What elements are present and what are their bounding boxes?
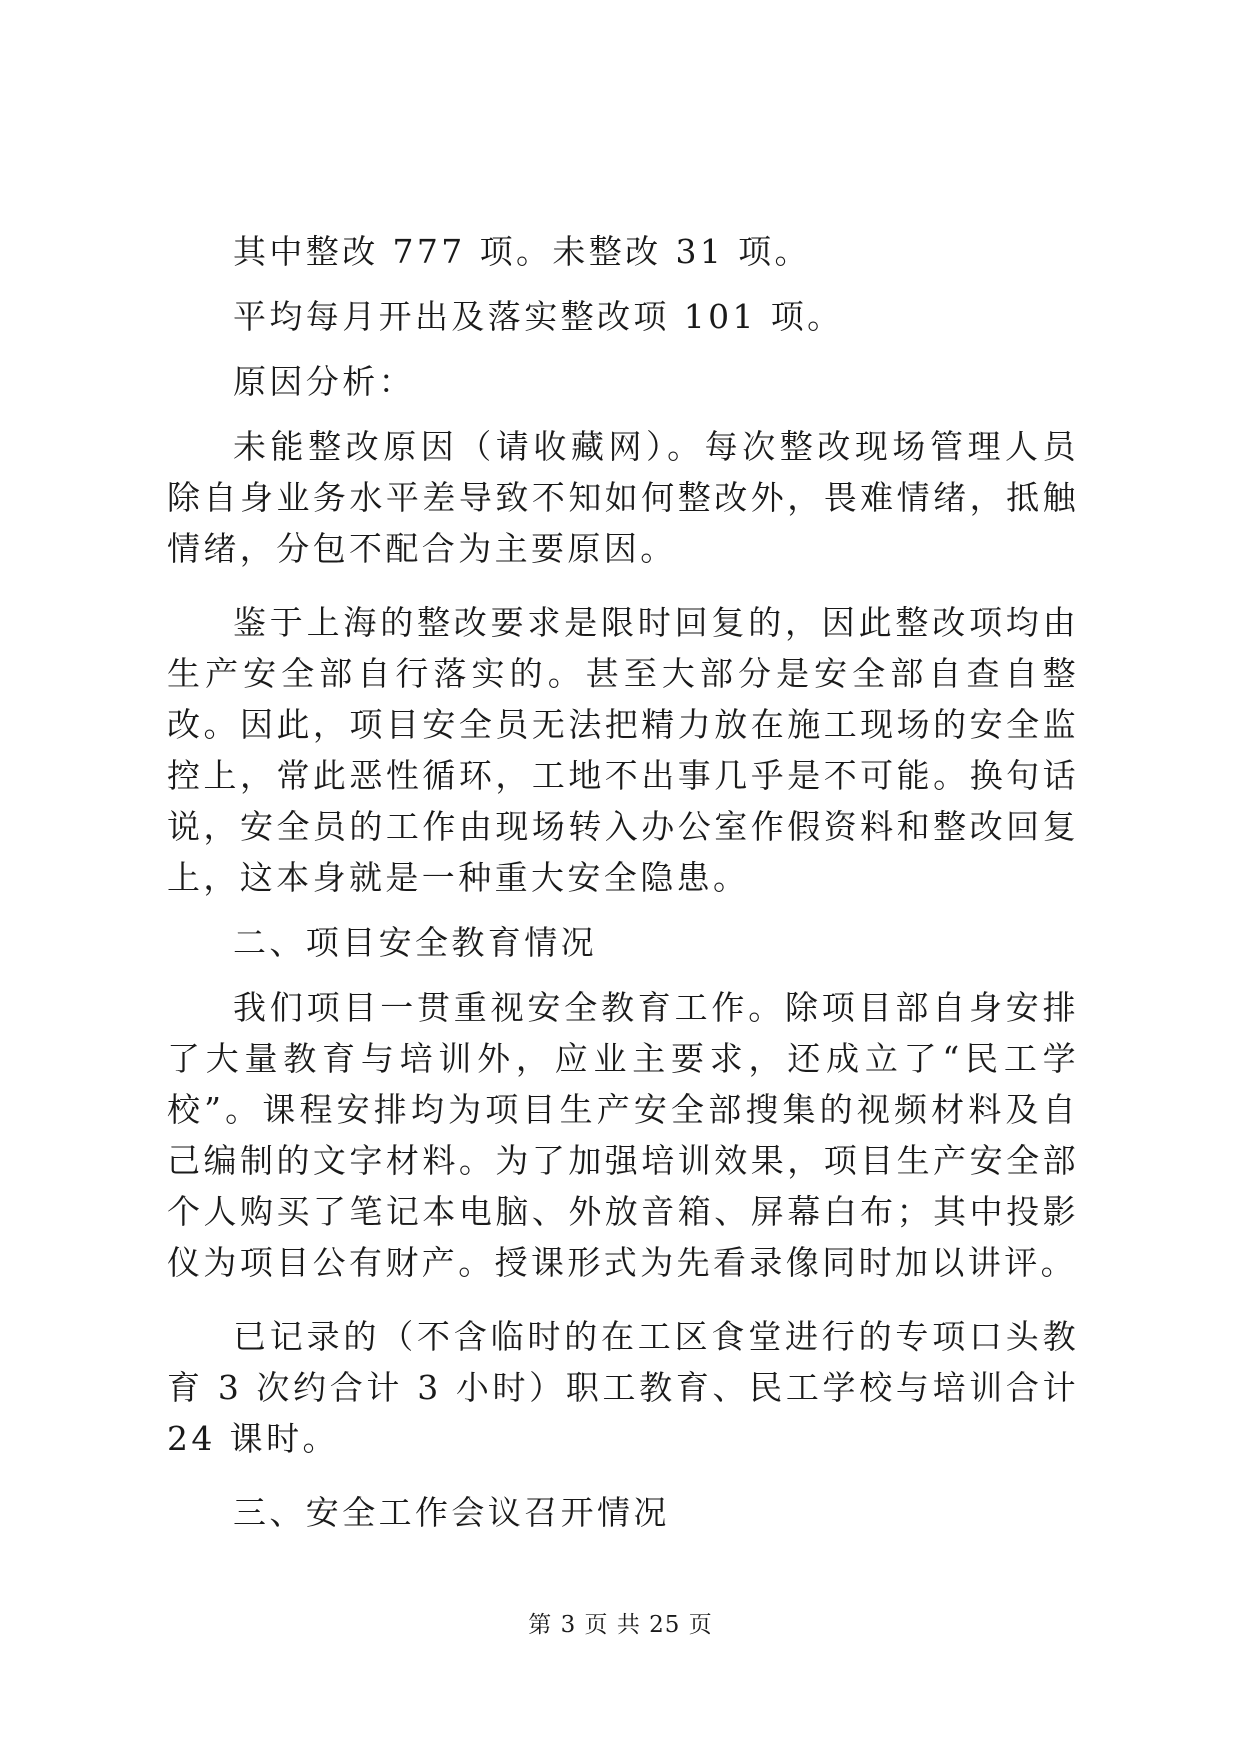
section-heading-safety-education: 二、项目安全教育情况 [233, 923, 597, 962]
paragraph-monthly-average: 平均每月开出及落实整改项 101 项。 [233, 297, 844, 336]
paragraph-cause-heading: 原因分析： [233, 362, 415, 401]
paragraph-rectification-count: 其中整改 777 项。未整改 31 项。 [233, 232, 811, 271]
paragraph-safety-education: 我们项目一贯重视安全教育工作。除项目部自身安排了大量教育与培训外，应业主要求，还成立了“民工学校”。课程安排均为项目生产安全部搜集的视频材料及自己编制的文字材料。为了加强培训效果，项目生产安全部个人购买了笔记本电脑、外放音箱、屏幕白布；其中投影仪为项目公有财产。授课形式为先看录像同时加以讲评。 [167, 988, 1079, 1282]
section-heading-safety-meetings: 三、安全工作会议召开情况 [233, 1493, 670, 1532]
document-body [167, 226, 1093, 1538]
paragraph-training-hours: 已记录的（不含临时的在工区食堂进行的专项口头教育 3 次约合计 3 小时）职工教育、民工学校与培训合计 24 课时。 [167, 1317, 1093, 1458]
page-footer: 第 3 页 共 25 页 [528, 1612, 713, 1638]
paragraph-shanghai-requirements: 鉴于上海的整改要求是限时回复的，因此整改项均由生产安全部自行落实的。甚至大部分是安全部自查自整改。因此，项目安全员无法把精力放在施工现场的安全监控上，常此恶性循环，工地不出事几乎是不可能。换句话说，安全员的工作由现场转入办公室作假资料和整改回复上，这本身就是一种重大安全隐患。 [167, 603, 1079, 897]
paragraph-cause-analysis: 未能整改原因（请收藏网）。每次整改现场管理人员除自身业务水平差导致不知如何整改外，畏难情绪，抵触情绪，分包不配合为主要原因。 [167, 427, 1079, 568]
